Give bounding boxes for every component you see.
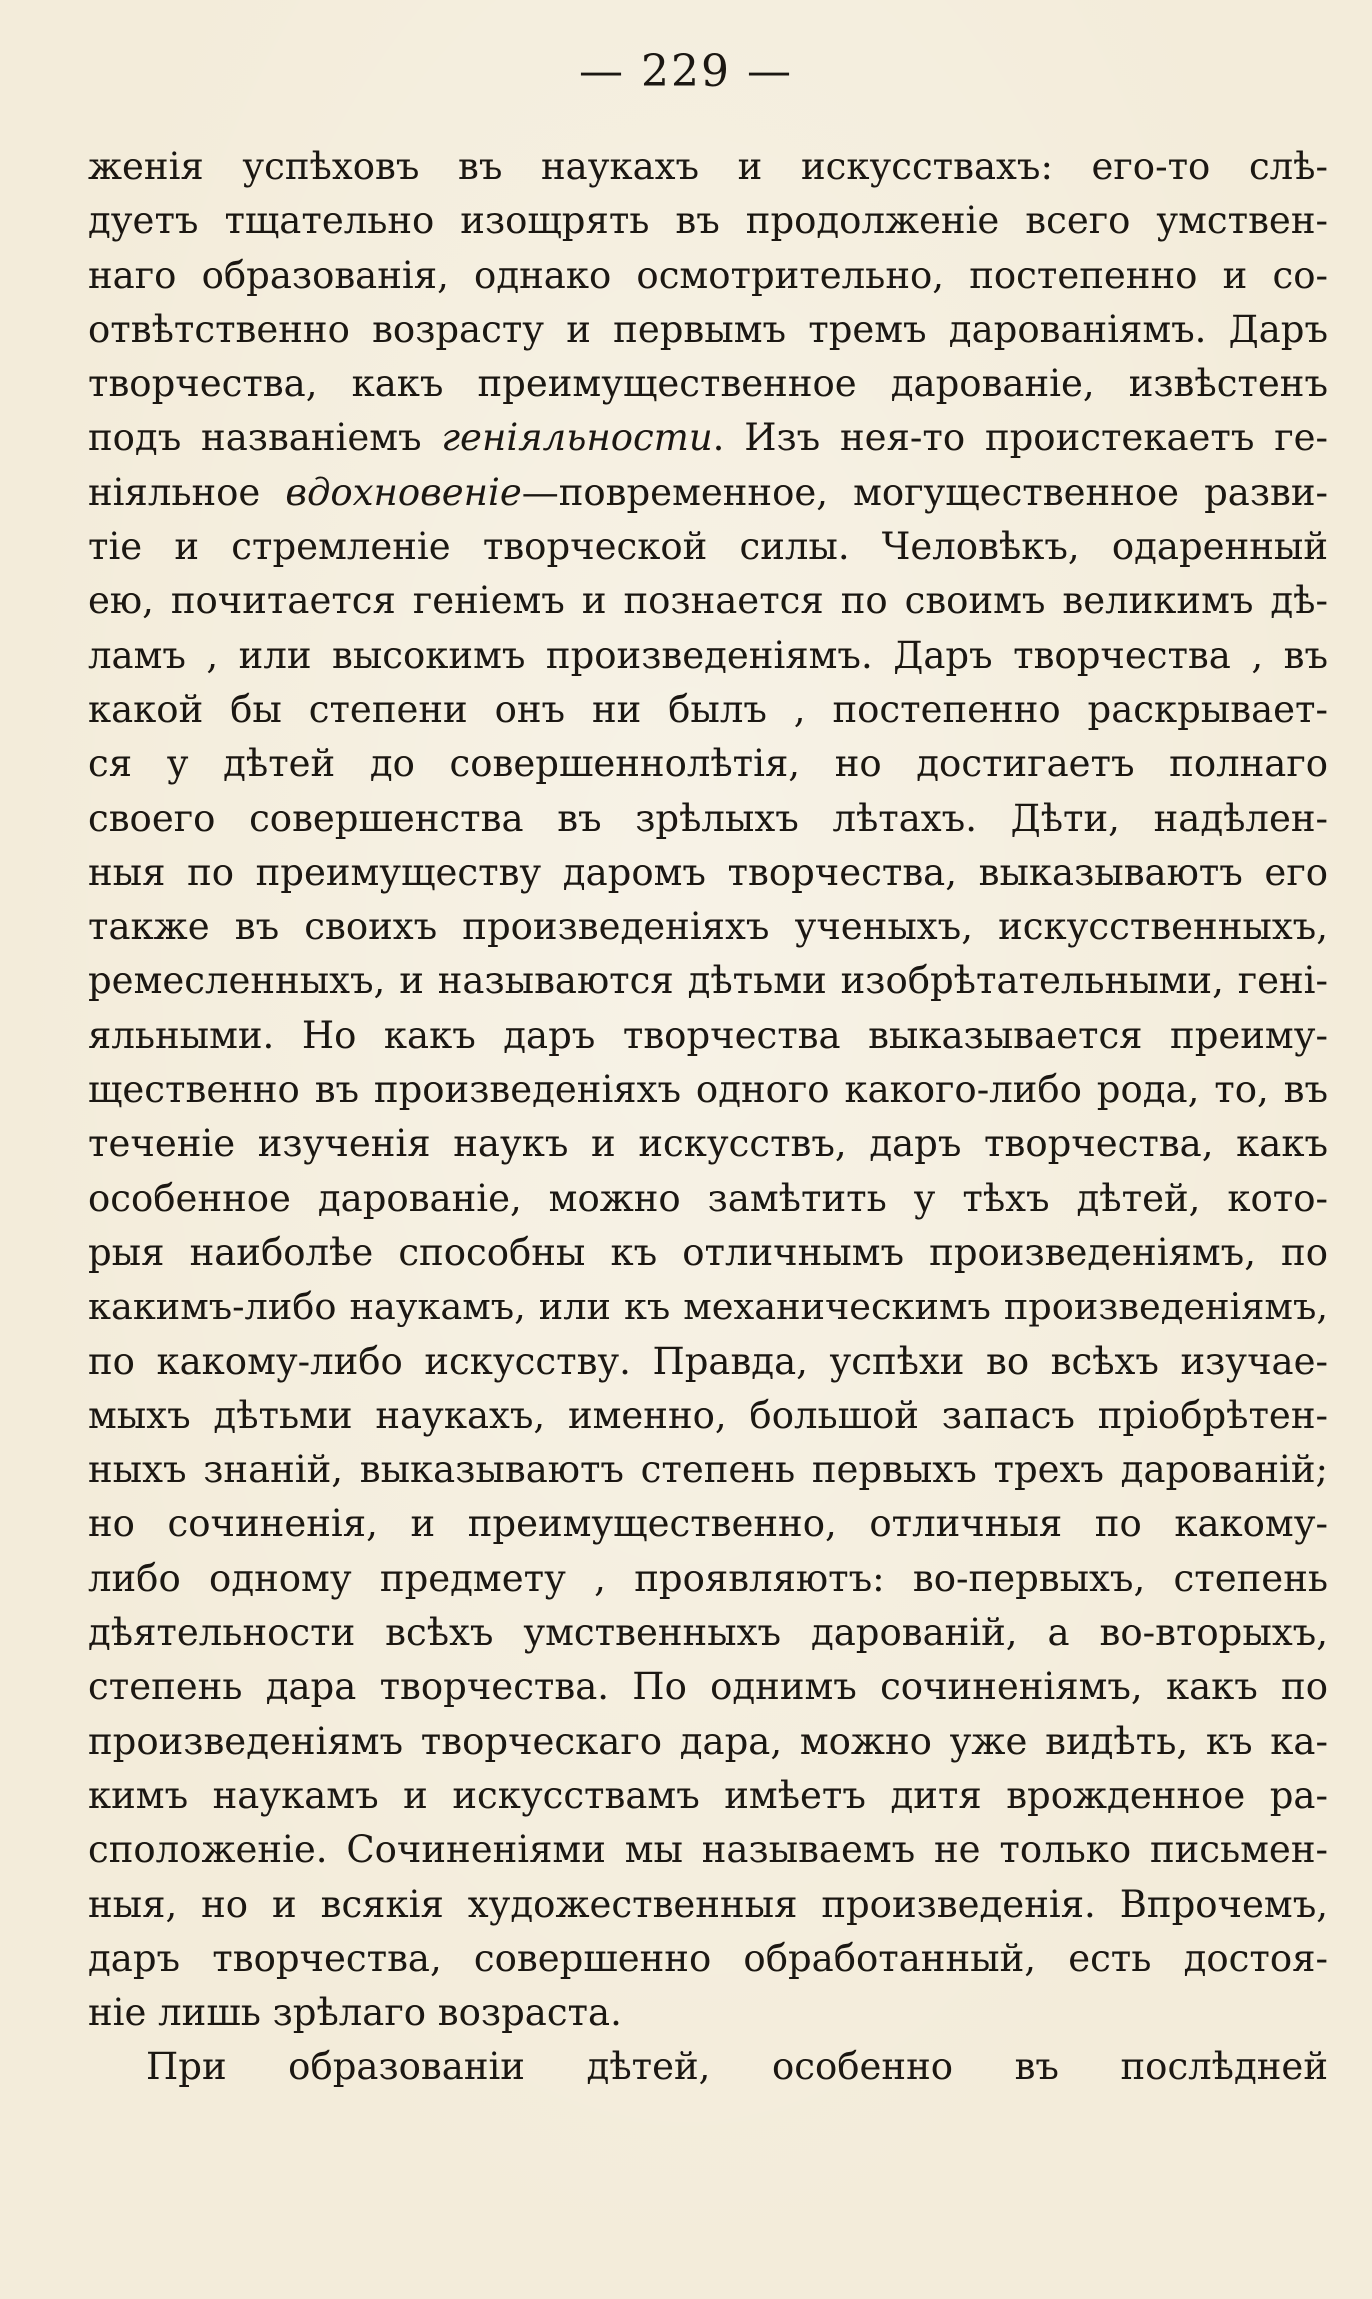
text-segment: подъ названіемъ <box>88 416 442 460</box>
text-line <box>88 357 1328 411</box>
text-line <box>88 1009 1328 1063</box>
text-segment: тіе и стремленіе творческой силы. Человѣкъ, одаренный <box>88 525 1328 569</box>
text-line <box>88 520 1328 574</box>
text-line <box>88 1497 1328 1551</box>
text-segment: отвѣтственно возрасту и первымъ тремъ дарованіямъ. Даръ <box>88 307 1328 351</box>
text-segment: теченіе изученія наукъ и искусствъ, даръ творчества, какъ <box>88 1122 1328 1166</box>
text-segment: мыхъ дѣтьми наукахъ, именно, большой запасъ пріобрѣтен- <box>88 1393 1328 1437</box>
text-line <box>88 683 1328 737</box>
text-segment: наго образованія, однако осмотрительно, постепенно и со- <box>88 253 1328 297</box>
text-line <box>88 1443 1328 1497</box>
text-line <box>88 1117 1328 1171</box>
text-line <box>88 1986 1328 2040</box>
text-segment: даръ творчества, совершенно обработанный, есть достоя- <box>88 1936 1328 1980</box>
text-segment: сположеніе. Сочиненіями мы называемъ не только письмен- <box>88 1828 1328 1872</box>
text-line <box>88 140 1328 194</box>
text-line <box>88 1715 1328 1769</box>
text-segment: ныя по преимуществу даромъ творчества, выказываютъ его <box>88 850 1328 894</box>
text-line <box>88 1769 1328 1823</box>
text-line <box>88 303 1328 357</box>
text-segment: творчества, какъ преимущественное дарованіе, извѣстенъ <box>88 362 1328 406</box>
text-segment: кимъ наукамъ и искусствамъ имѣетъ дитя врожденное ра- <box>88 1773 1328 1817</box>
text-line <box>88 900 1328 954</box>
text-segment: щественно въ произведеніяхъ одного какого-либо рода, то, въ <box>88 1068 1328 1112</box>
text-segment: рыя наиболѣе способны къ отличнымъ произведеніямъ, по <box>88 1230 1328 1274</box>
text-line <box>88 737 1328 791</box>
text-segment: также въ своихъ произведеніяхъ ученыхъ, искусственныхъ, <box>88 905 1328 949</box>
text-line <box>88 1335 1328 1389</box>
text-segment: степень дара творчества. По однимъ сочиненіямъ, какъ по <box>88 1665 1328 1709</box>
text-line <box>88 1823 1328 1877</box>
text-segment: произведеніямъ творческаго дара, можно уже видѣть, къ ка- <box>88 1719 1328 1763</box>
text-segment: дуетъ тщательно изощрять въ продолженіе всего умствен- <box>88 199 1328 243</box>
text-line <box>88 846 1328 900</box>
text-line <box>88 249 1328 303</box>
text-line <box>88 1389 1328 1443</box>
text-line <box>88 1606 1328 1660</box>
text-segment: женія успѣховъ въ наукахъ и искусствахъ: его-то слѣ- <box>88 145 1328 188</box>
text-segment: какимъ-либо наукамъ, или къ механическимъ произведеніямъ, <box>88 1285 1328 1329</box>
text-segment: яльными. Но какъ даръ творчества выказывается преиму- <box>88 1013 1328 1057</box>
text-segment: своего совершенства въ зрѣлыхъ лѣтахъ. Дѣти, надѣлен- <box>88 796 1328 840</box>
text-line <box>88 954 1328 1008</box>
text-line <box>88 1932 1328 1986</box>
body-text <box>88 140 1328 2095</box>
text-line <box>88 194 1328 248</box>
text-segment: ламъ , или высокимъ произведеніямъ. Даръ творчества , въ <box>88 633 1328 677</box>
text-line <box>88 1878 1328 1932</box>
text-segment: ныхъ знаній, выказываютъ степень первыхъ трехъ дарованій; <box>88 1448 1328 1492</box>
text-segment: но сочиненія, и преимущественно, отличныя по какому- <box>88 1502 1328 1546</box>
text-line <box>88 792 1328 846</box>
italic-term: геніяльности <box>441 416 713 460</box>
text-segment: ся у дѣтей до совершеннолѣтія, но достигаетъ полнаго <box>88 742 1328 786</box>
text-segment: особенное дарованіе, можно замѣтить у тѣхъ дѣтей, кото- <box>88 1176 1328 1220</box>
text-segment: ею, почитается геніемъ и познается по своимъ великимъ дѣ- <box>88 579 1328 623</box>
text-line <box>88 411 1328 465</box>
text-segment: какой бы степени онъ ни былъ , постепенно раскрывает- <box>88 687 1328 731</box>
text-segment: ремесленныхъ, и называются дѣтьми изобрѣтательными, гені- <box>88 959 1328 1003</box>
page-number: — 229 — <box>579 46 793 97</box>
italic-term: вдохновеніе <box>285 470 522 514</box>
text-segment: ныя, но и всякія художественныя произведенія. Впрочемъ, <box>88 1882 1328 1926</box>
text-segment: либо одному предмету , проявляютъ: во-первыхъ, степень <box>88 1556 1328 1600</box>
text-line <box>88 1172 1328 1226</box>
text-segment: ніяльное <box>88 470 286 514</box>
text-line <box>88 1063 1328 1117</box>
text-segment: При образованіи дѣтей, особенно въ послѣдней <box>146 2045 1328 2089</box>
text-segment: по какому-либо искусству. Правда, успѣхи во всѣхъ изучае- <box>88 1339 1328 1383</box>
text-line <box>88 2040 1328 2094</box>
text-line <box>88 1226 1328 1280</box>
text-line <box>88 466 1328 520</box>
text-line <box>88 1280 1328 1334</box>
text-segment: ніе лишь зрѣлаго возраста. <box>88 1991 622 2035</box>
text-line <box>88 574 1328 628</box>
text-line <box>88 629 1328 683</box>
text-segment: . Изъ нея-то проистекаетъ ге- <box>712 416 1328 460</box>
text-line <box>88 1552 1328 1606</box>
text-line <box>88 1660 1328 1714</box>
text-segment: дѣятельности всѣхъ умственныхъ дарованій, а во-вторыхъ, <box>88 1611 1328 1655</box>
text-segment: —повременное, могущественное разви- <box>521 470 1328 514</box>
